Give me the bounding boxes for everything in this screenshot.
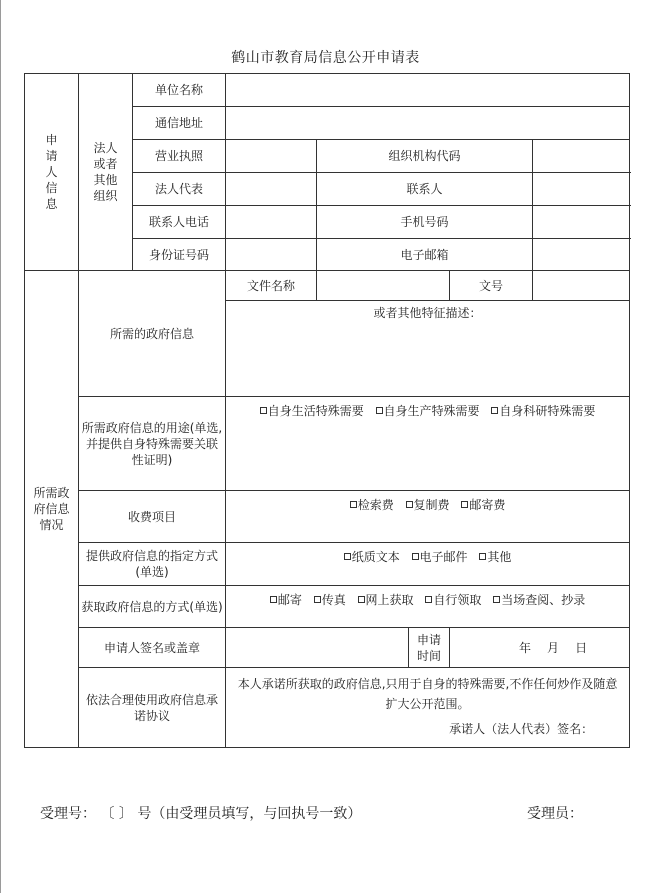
signature-label: 申请人签名或盖章 <box>79 628 226 668</box>
method-option-fax[interactable]: 传真 <box>314 593 346 607</box>
format-option-other[interactable]: 其他 <box>479 550 511 564</box>
format-options <box>226 543 630 586</box>
apply-time-label: 申请 时间 <box>409 628 450 668</box>
method-option-pickup[interactable]: 自行领取 <box>425 593 481 607</box>
method-options <box>226 586 630 628</box>
checkbox-icon <box>270 596 277 603</box>
promisor-signature-label: 承诺人（法人代表）签名： <box>449 722 594 736</box>
checkbox-icon <box>479 553 486 560</box>
fee-option-copy[interactable]: 复制费 <box>406 498 450 512</box>
method-option-mail[interactable]: 邮寄 <box>270 593 302 607</box>
unit-name-label: 单位名称 <box>133 74 226 107</box>
file-name-field[interactable] <box>317 271 450 301</box>
legal-entity-label: 法人 或者 其他 组织 <box>79 74 133 271</box>
method-option-online[interactable]: 网上获取 <box>358 593 414 607</box>
checkbox-icon <box>344 553 351 560</box>
checkbox-icon <box>314 596 321 603</box>
required-info-label: 所需的政府信息 <box>79 271 226 397</box>
purpose-option-research[interactable]: 自身科研特殊需要 <box>491 404 595 418</box>
checkbox-icon <box>491 407 498 414</box>
checkbox-icon <box>425 596 432 603</box>
id-number-label: 身份证号码 <box>133 239 226 271</box>
email-field[interactable] <box>533 239 630 271</box>
format-label: 提供政府信息的指定方式(单选) <box>79 543 226 586</box>
purpose-label: 所需政府信息的用途(单选,并提供自身特殊需要关联性证明) <box>79 397 226 491</box>
checkbox-icon <box>260 407 267 414</box>
file-name-label: 文件名称 <box>226 271 317 301</box>
doc-number-field[interactable] <box>533 271 630 301</box>
receipt-number-label: 受理号： 〔 〕 号（由受理员填写，与回执号一致） <box>40 806 362 822</box>
checkbox-icon <box>412 553 419 560</box>
signature-field[interactable] <box>226 628 409 668</box>
checkbox-icon <box>350 501 357 508</box>
agreement-text: 本人承诺所获取的政府信息,只用于自身的特殊需要,不作任何炒作及随意扩大公开范围。 <box>237 677 618 711</box>
fee-option-postage[interactable]: 邮寄费 <box>461 498 505 512</box>
id-number-field[interactable] <box>226 239 317 271</box>
checkbox-icon <box>358 596 365 603</box>
receiver-label: 受理员： <box>527 806 583 822</box>
fee-label: 收费项目 <box>79 491 226 543</box>
purpose-option-production[interactable]: 自身生产特殊需要 <box>376 404 480 418</box>
purpose-options <box>226 397 630 491</box>
contact-phone-label: 联系人电话 <box>133 206 226 239</box>
business-license-label: 营业执照 <box>133 140 226 173</box>
checkbox-icon <box>406 501 413 508</box>
format-option-paper[interactable]: 纸质文本 <box>344 550 400 564</box>
org-code-field[interactable] <box>533 140 630 173</box>
format-option-email[interactable]: 电子邮件 <box>412 550 468 564</box>
purpose-option-life[interactable]: 自身生活特殊需要 <box>260 404 364 418</box>
legal-rep-field[interactable] <box>226 173 317 206</box>
address-field[interactable] <box>226 107 630 140</box>
checkbox-icon <box>493 596 500 603</box>
other-description-label: 或者其他特征描述： <box>373 306 482 320</box>
business-license-field[interactable] <box>226 140 317 173</box>
other-description-field[interactable] <box>226 301 630 397</box>
email-label: 电子邮箱 <box>317 239 533 271</box>
address-label: 通信地址 <box>133 107 226 140</box>
checkbox-icon <box>376 407 383 414</box>
fee-option-search[interactable]: 检索费 <box>350 498 394 512</box>
apply-time-field[interactable]: 年 月 日 <box>450 628 630 668</box>
legal-rep-label: 法人代表 <box>133 173 226 206</box>
applicant-section-label: 申 请 人 信 息 <box>25 74 79 271</box>
method-label: 获取政府信息的方式(单选) <box>79 586 226 628</box>
checkbox-icon <box>461 501 468 508</box>
method-option-onsite[interactable]: 当场查阅、抄录 <box>493 593 585 607</box>
fee-options <box>226 491 630 543</box>
doc-number-label: 文号 <box>450 271 533 301</box>
contact-person-label: 联系人 <box>317 173 533 206</box>
agreement-label: 依法合理使用政府信息承诺协议 <box>79 668 226 748</box>
mobile-field[interactable] <box>533 206 630 239</box>
agreement-cell <box>226 668 630 748</box>
application-form-table <box>24 73 630 748</box>
unit-name-field[interactable] <box>226 74 630 107</box>
form-title: 鹤山市教育局信息公开申请表 <box>231 50 420 66</box>
contact-person-field[interactable] <box>533 173 630 206</box>
contact-phone-field[interactable] <box>226 206 317 239</box>
org-code-label: 组织机构代码 <box>317 140 533 173</box>
mobile-label: 手机号码 <box>317 206 533 239</box>
info-section-label: 所需政 府信息 情况 <box>25 271 79 748</box>
